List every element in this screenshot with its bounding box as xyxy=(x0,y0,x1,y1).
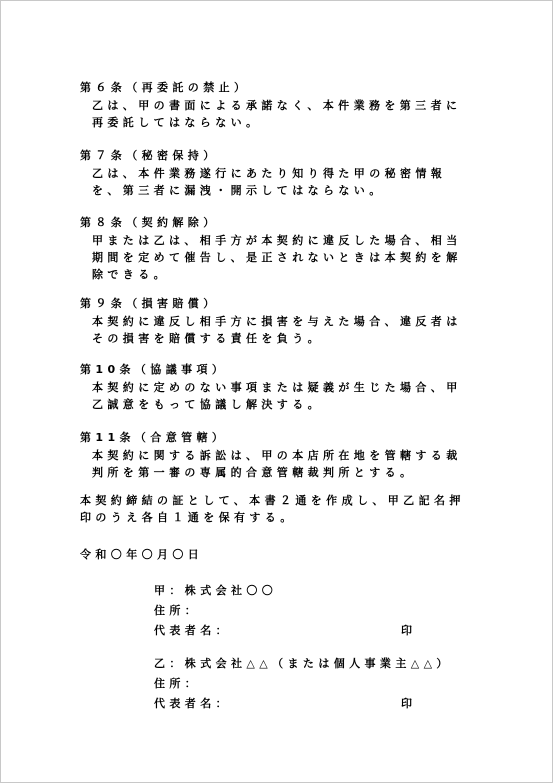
clause-line: 本契約に違反し相手方に損害を与えた場合、違反者は xyxy=(92,315,462,328)
clause-line: 本契約に関する訴訟は、甲の本店所在地を管轄する裁 xyxy=(92,449,462,462)
clause-body xyxy=(92,165,480,199)
clause-line: 甲または乙は、相手方が本契約に違反した場合、相当 xyxy=(92,234,462,247)
clause-body xyxy=(92,447,480,481)
closing-line: 印のうえ各自１通を保有する。 xyxy=(80,511,296,524)
clause-7 xyxy=(80,147,480,199)
clause-10 xyxy=(80,361,480,413)
clause-title: 第６条（再委託の禁止） xyxy=(80,81,250,94)
clause-line: 本契約に定めのない事項または疑義が生じた場合、甲 xyxy=(92,381,462,394)
clause-line: 再委託してはならない。 xyxy=(92,116,262,129)
clause-title: 第10条（協議事項） xyxy=(80,363,228,376)
clause-body xyxy=(92,97,480,131)
representative-line xyxy=(154,622,474,642)
closing-line: 本契約締結の証として、本書２通を作成し、甲乙記名押 xyxy=(80,494,465,507)
party-name: 乙：株式会社△△（または個人事業主△△） xyxy=(154,657,452,670)
seal-mark: 印 xyxy=(401,697,417,710)
clause-line: その損害を賠償する責任を負う。 xyxy=(92,332,323,345)
address-label: 住所： xyxy=(154,677,201,690)
seal-mark: 印 xyxy=(401,624,417,637)
clause-11 xyxy=(80,429,480,481)
clause-6 xyxy=(80,79,480,131)
clause-body xyxy=(92,379,480,413)
representative-label: 代表者名： xyxy=(154,697,231,710)
clause-line: 乙は、甲の書面による承諾なく、本件業務を第三者に xyxy=(92,99,462,112)
representative-line xyxy=(154,695,474,715)
clause-title: 第７条（秘密保持） xyxy=(80,149,219,162)
clause-line: 判所を第一審の専属的合意管轄裁判所とする。 xyxy=(92,466,416,479)
clause-title: 第11条（合意管轄） xyxy=(80,431,228,444)
clause-line: 除できる。 xyxy=(92,268,169,281)
clause-9 xyxy=(80,295,480,347)
party-a-signature-block xyxy=(154,582,474,642)
clause-line: 期間を定めて催告し、是正されないときは本契約を解 xyxy=(92,251,462,264)
party-name: 甲：株式会社〇〇 xyxy=(154,584,278,597)
clause-line: 乙誠意をもって協議し解決する。 xyxy=(92,398,323,411)
clause-line: を、第三者に漏洩・開示してはならない。 xyxy=(92,184,385,197)
clause-body xyxy=(92,232,480,283)
address-label: 住所： xyxy=(154,604,201,617)
contract-date: 令和〇年〇月〇日 xyxy=(80,548,204,561)
representative-label: 代表者名： xyxy=(154,624,231,637)
clause-8 xyxy=(80,214,480,283)
clause-body xyxy=(92,313,480,347)
clause-title: 第８条（契約解除） xyxy=(80,216,219,229)
clause-line: 乙は、本件業務遂行にあたり知り得た甲の秘密情報 xyxy=(92,167,447,180)
clause-title: 第９条（損害賠償） xyxy=(80,297,219,310)
closing-statement xyxy=(80,492,465,526)
party-b-signature-block xyxy=(154,655,474,715)
